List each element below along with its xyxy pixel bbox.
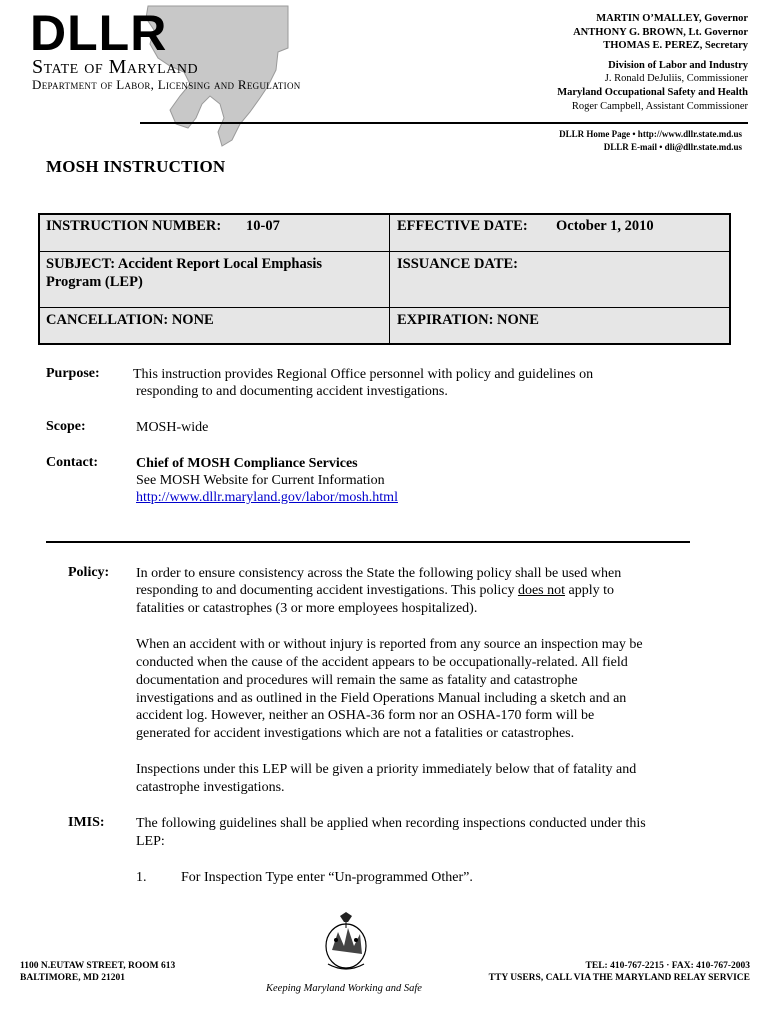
purpose-line1: This instruction provides Regional Office personnel with policy and guidelines on [133,367,594,382]
phone-fax: TEL: 410-767-2215 · FAX: 410-767-2003 [585,961,750,971]
instruction-table [38,213,731,345]
tty-info: TTY USERS, CALL VIA THE MARYLAND RELAY SERVICE [488,973,750,983]
page-title: MOSH INSTRUCTION [46,157,226,176]
subject-line2: Program (LEP) [46,274,143,290]
effective-date-label: EFFECTIVE DATE: [397,218,528,234]
expiration: EXPIRATION: NONE [397,312,539,328]
department-name: Department of Labor, Licensing and Regulation [32,77,301,92]
web-contacts [559,128,742,154]
contact-info: See MOSH Website for Current Information [136,473,385,488]
asst-commissioner: Roger Campbell, Assistant Commissioner [571,100,748,112]
address-line2: BALTIMORE, MD 21201 [20,973,125,983]
policy-p2-line1: When an accident with or without injury is reported from any source an inspection may be [136,637,643,652]
header-divider [140,122,748,124]
home-page-link[interactable]: DLLR Home Page • http://www.dllr.state.md.us [559,129,742,139]
policy-p2-line3: documentation and procedures will remain the same as fatality and catastrophe [136,673,578,688]
policy-p3-line2: catastrophe investigations. [136,780,285,795]
scope-text: MOSH-wide [136,420,209,435]
policy-p3-line1: Inspections under this LEP will be given a priority immediately below that of fatality and [136,762,637,777]
imis-item1-number: 1. [136,870,147,885]
policy-p1-line1: In order to ensure consistency across the State the following policy shall be used when [136,566,622,581]
secretary: THOMAS E. PEREZ, Secretary [603,40,748,52]
dllr-logo-text: DLLR [30,5,168,61]
maryland-seal-icon [318,910,374,976]
does-not-emphasis: does not [517,583,566,598]
policy-p2-line2: conducted when the cause of the accident appears to be occupationally-related. All field [136,655,628,670]
scope-label: Scope: [46,419,86,434]
contact-label: Contact: [46,455,99,470]
policy-p1-line2: responding to and documenting accident investigations. This policy does not apply to [136,583,615,598]
effective-date: October 1, 2010 [556,218,654,234]
imis-line1: The following guidelines shall be applied when recording inspections conducted under this [136,816,646,831]
address-line1: 1100 N.EUTAW STREET, ROOM 613 [20,961,176,971]
issuance-date-label: ISSUANCE DATE: [397,256,518,272]
imis-item1-text: For Inspection Type enter “Un-programmed Other”. [181,870,473,885]
lt-governor: ANTHONY G. BROWN, Lt. Governor [573,26,748,38]
policy-p2-line6: generated for accident investigations which are not a fatalities or catastrophes. [136,726,575,741]
imis-label: IMIS: [68,815,105,830]
subject-line1: SUBJECT: Accident Report Local Emphasis [46,256,323,272]
governor: MARTIN O’MALLEY, Governor [596,13,748,24]
policy-p2-line4: investigations and as outlined in the Field Operations Manual including a sketch and an [136,691,627,706]
footer-slogan: Keeping Maryland Working and Safe [266,983,422,994]
instruction-number-label: INSTRUCTION NUMBER: [46,218,222,234]
mosh-name: Maryland Occupational Safety and Health [557,86,748,98]
division-name: Division of Labor and Industry [608,59,748,71]
officials-block [557,12,748,113]
policy-label: Policy: [68,565,110,580]
policy-p2-line5: accident log. However, neither an OSHA-36 form nor an OSHA-170 form will be [136,708,595,723]
footer-address [20,960,175,984]
section-divider [46,541,690,543]
mosh-website-link[interactable]: http://www.dllr.maryland.gov/labor/mosh.html [136,490,398,505]
email-link[interactable]: DLLR E-mail • dli@dllr.state.md.us [603,142,742,152]
cancellation: CANCELLATION: NONE [46,312,214,328]
purpose-label: Purpose: [46,366,100,381]
purpose-line2: responding to and documenting accident investigations. [136,384,448,399]
footer-contact [489,960,750,984]
policy-p1-line3: fatalities or catastrophes (3 or more employees hospitalized). [136,601,478,616]
imis-line2: LEP: [136,834,165,849]
state-of-maryland-text: State of Maryland [32,56,199,78]
instruction-number: 10-07 [246,218,280,234]
commissioner: J. Ronald DeJuliis, Commissioner [604,73,748,85]
contact-name: Chief of MOSH Compliance Services [136,456,358,471]
